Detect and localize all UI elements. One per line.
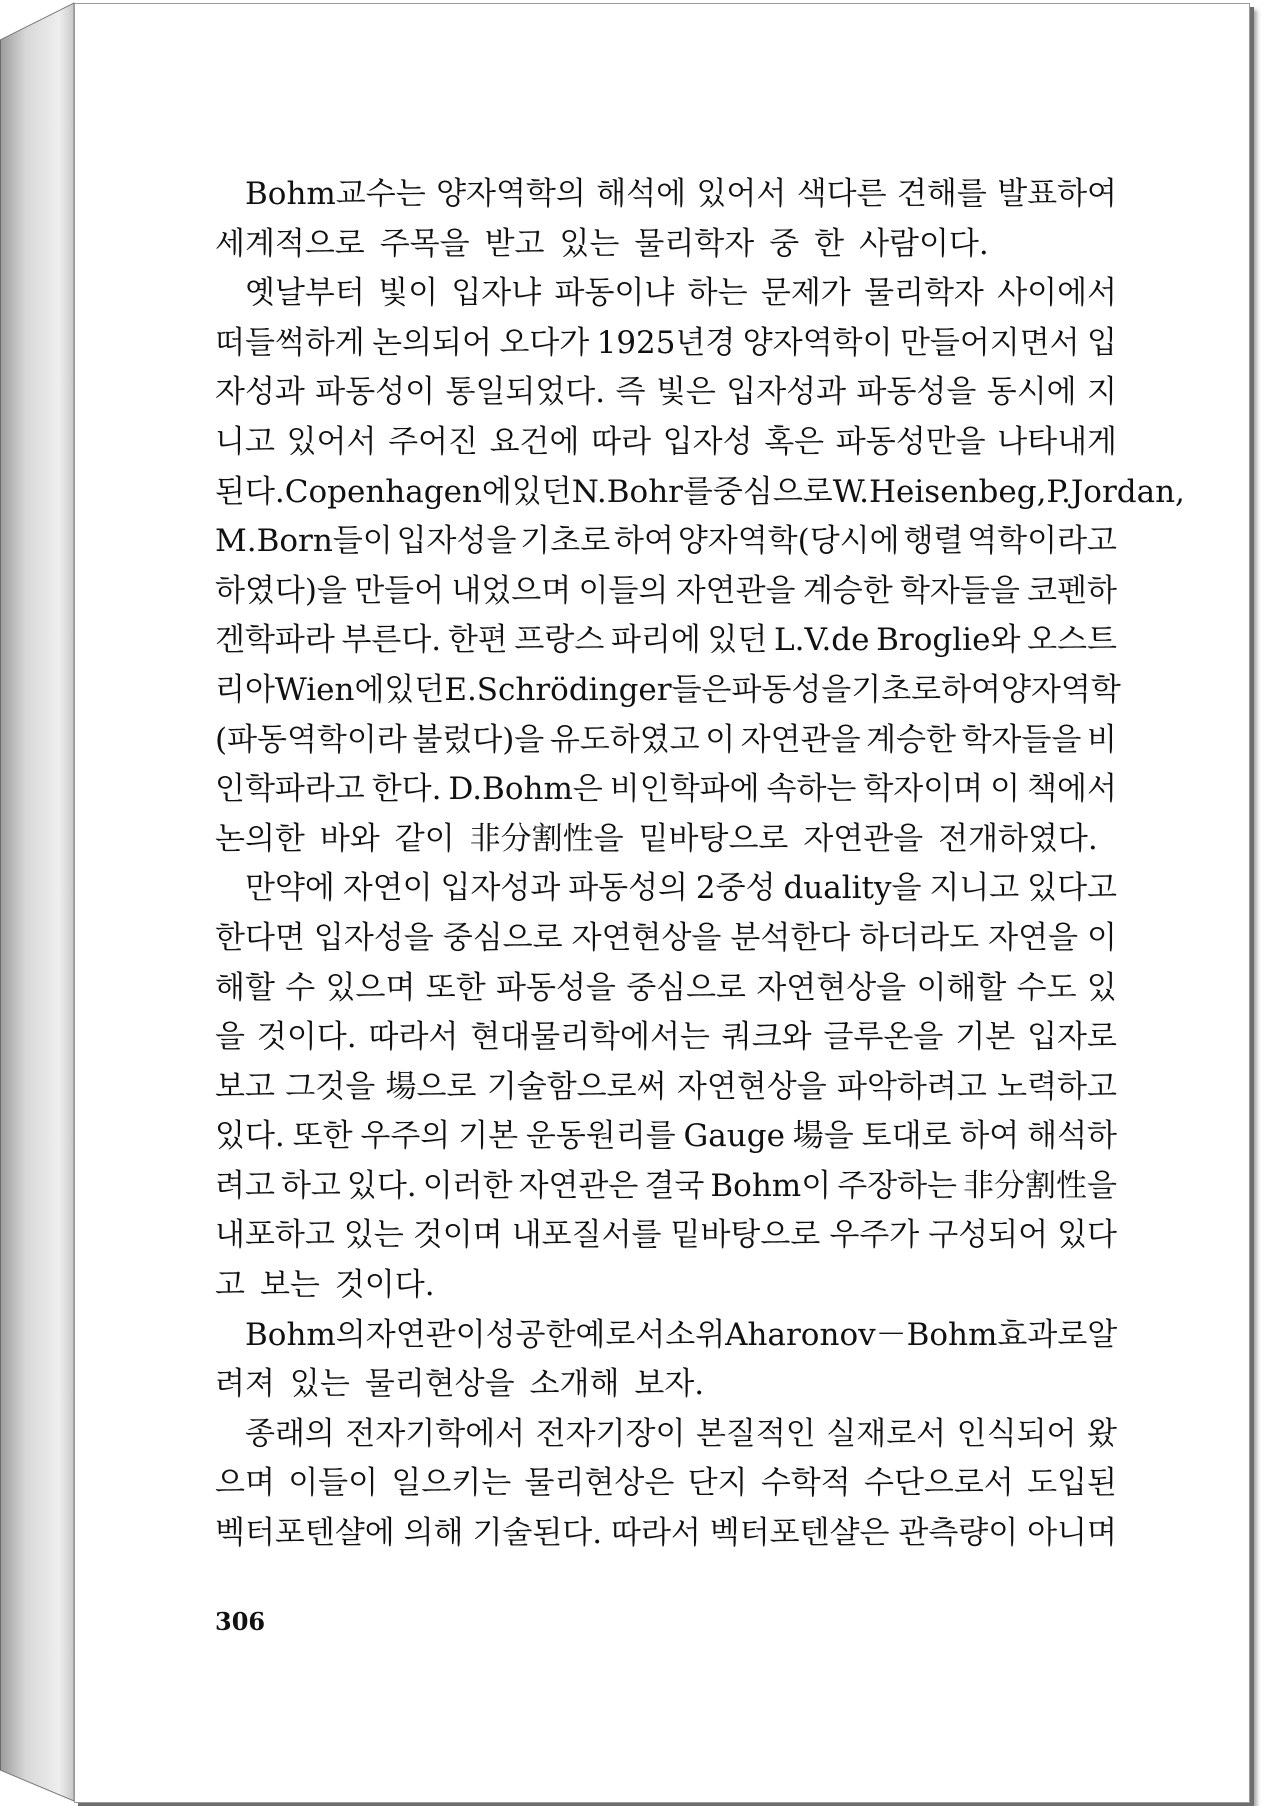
word: 非分割性을 xyxy=(963,1167,1117,1204)
word: 역학이라고 xyxy=(967,523,1117,560)
word: Bohm의 xyxy=(245,1316,366,1353)
word: 파동성을 xyxy=(731,671,852,708)
word: 불렀다)을 xyxy=(412,721,545,758)
word: 보자. xyxy=(634,1366,705,1403)
word: 파동이냐 xyxy=(554,275,675,312)
word: 있다. xyxy=(346,1167,417,1204)
body-text xyxy=(215,170,1185,1559)
word: 따라서 xyxy=(611,1515,701,1552)
word: Bohm교수는 xyxy=(245,176,426,212)
word: 전자기학에서 xyxy=(345,1415,526,1452)
word: 벡터포텐샬에 xyxy=(215,1515,395,1552)
text-line xyxy=(215,468,1185,518)
word: 만약에 xyxy=(245,870,335,907)
word: 견해를 xyxy=(896,176,987,212)
word: L.V.de xyxy=(774,622,870,659)
word: 빛이 xyxy=(378,275,439,312)
word: 입자냐 xyxy=(451,275,542,312)
text-line xyxy=(215,1459,1117,1509)
word: 보는 xyxy=(259,1267,320,1304)
word: 을 xyxy=(215,1019,245,1056)
word: 기초로 xyxy=(520,523,611,560)
word: 있다. xyxy=(215,1118,285,1155)
page-number: 306 xyxy=(215,1607,266,1636)
word: 이해할 xyxy=(916,969,1007,1006)
word: 따라 xyxy=(591,423,652,460)
text-line xyxy=(215,765,1117,815)
word: Broglie와 xyxy=(876,622,1021,659)
word: 글루온을 xyxy=(823,1019,944,1056)
word: 자연관을 xyxy=(675,572,796,609)
text-line xyxy=(215,1360,1117,1410)
word: 토대로 xyxy=(861,1118,952,1155)
word: 있 xyxy=(1086,969,1117,1006)
word: Bohm이 xyxy=(710,1167,832,1204)
word: 입자성과 xyxy=(726,374,847,411)
word: 수학적 xyxy=(760,1465,851,1502)
word: 결국 xyxy=(644,1167,705,1204)
word: 내포질서를 xyxy=(511,1217,662,1254)
word: 나타내게 xyxy=(997,423,1117,460)
word: 이 xyxy=(990,771,1021,808)
word: 책에서 xyxy=(1027,771,1117,808)
word: 그것을 xyxy=(285,1068,376,1105)
word: 만들어 xyxy=(354,572,445,609)
word: 학자들을 xyxy=(899,572,1020,609)
word: 겐학파라 xyxy=(215,622,335,659)
word: 자연관을 xyxy=(803,820,924,857)
word: 중심으로 xyxy=(442,919,563,956)
word: 수단으로서 xyxy=(864,1465,1014,1502)
word: 단지 xyxy=(687,1465,748,1502)
word: 벡터포텐샬은 xyxy=(709,1515,890,1552)
word: 입자성을 xyxy=(313,919,434,956)
text-line xyxy=(215,567,1117,617)
word: 하여 xyxy=(614,523,674,560)
word: 해석하 xyxy=(1027,1118,1117,1155)
word: 전자기장이 xyxy=(535,1415,686,1452)
text-line xyxy=(215,368,1117,418)
word: 사이에서 xyxy=(997,275,1117,312)
word: 왔 xyxy=(1087,1415,1117,1452)
word: 하였다)을 xyxy=(215,572,347,609)
word: 기초로 xyxy=(851,671,942,708)
text-line xyxy=(215,716,1117,766)
word: 세계적으로 xyxy=(215,225,365,262)
word: 하는 xyxy=(687,275,748,312)
word: 중 xyxy=(769,225,800,262)
word: 있던 xyxy=(511,473,572,510)
word: 소위 xyxy=(665,1316,726,1353)
word: 있다 xyxy=(1057,1217,1117,1254)
word: 있으며 xyxy=(325,969,416,1006)
word: 이 xyxy=(1087,919,1117,956)
word: 운동원리를 xyxy=(525,1118,676,1155)
word: 계승한 xyxy=(866,721,956,758)
word: 물리현상은 xyxy=(524,1465,675,1502)
word: 성공한 xyxy=(485,1316,576,1353)
word: 보고 xyxy=(215,1068,275,1105)
word: 非分割性을 xyxy=(469,820,624,857)
word: 자연을 xyxy=(988,919,1078,956)
word: 있어서 xyxy=(696,176,787,212)
word: 입 xyxy=(1087,324,1117,361)
word: D.Bohm은 xyxy=(448,771,603,808)
word: 자성과 xyxy=(215,374,305,411)
word: 파동성만을 xyxy=(835,423,986,460)
word: 부른다. xyxy=(341,622,442,659)
word: 파동성을 xyxy=(496,969,616,1006)
word: 기술된다. xyxy=(472,1515,603,1552)
word: 리아 xyxy=(215,671,275,708)
word: 알 xyxy=(1087,1316,1118,1353)
word: 요건에 xyxy=(489,423,580,460)
word: 파리에 xyxy=(610,622,701,659)
word: P.Jordan, xyxy=(1046,473,1185,510)
word: 있는 xyxy=(289,1366,350,1403)
word: 예로서 xyxy=(575,1316,666,1353)
word: 한다면 xyxy=(215,919,305,956)
word: 자연현상을 xyxy=(676,1068,827,1105)
word: 전개하였다. xyxy=(938,820,1098,857)
word: 아니며 xyxy=(1027,1515,1117,1552)
word: 하여 xyxy=(941,671,1002,708)
word: 기술함으로써 xyxy=(486,1068,667,1105)
word: 고 xyxy=(215,1267,245,1304)
text-line xyxy=(215,914,1117,964)
word: 쿼크와 xyxy=(721,1019,812,1056)
word: 자연관은 xyxy=(518,1167,639,1204)
text-line xyxy=(215,1410,1117,1460)
word: 본질적인 xyxy=(695,1415,816,1452)
word: 속하는 xyxy=(766,771,857,808)
word: 문제가 xyxy=(760,275,851,312)
text-line xyxy=(215,170,1117,220)
word: 이 xyxy=(705,721,736,758)
word: 분석한다 xyxy=(730,919,851,956)
word: 떠들썩하게 xyxy=(215,324,365,361)
word: 니고 xyxy=(215,423,275,460)
word: 소개해 xyxy=(529,1366,620,1403)
text-line xyxy=(215,418,1117,468)
word: 관측량이 xyxy=(898,1515,1019,1552)
word: 있다고 xyxy=(1027,870,1117,907)
text-line xyxy=(215,1211,1117,1261)
word: 場으로 xyxy=(385,1068,477,1105)
word: 물리학자 xyxy=(864,275,984,312)
word: 중심으로 xyxy=(626,969,746,1006)
text-line xyxy=(215,319,1117,369)
word: 양자역학이 xyxy=(742,324,893,361)
word: 자연현상을 xyxy=(756,969,907,1006)
word: 있는 xyxy=(343,1217,404,1254)
text-line xyxy=(215,1162,1117,1212)
word: 자연이 xyxy=(342,870,433,907)
word: 파동성이 xyxy=(315,374,436,411)
word: 하여 xyxy=(959,1118,1020,1155)
word: 파동성의 xyxy=(568,870,688,907)
word: 물리학자 xyxy=(634,225,755,262)
word: 코펜하 xyxy=(1027,572,1117,609)
word: 양자역학 xyxy=(1001,671,1121,708)
word: (파동역학이라 xyxy=(215,721,407,758)
text-line xyxy=(215,616,1117,666)
word: 있던 xyxy=(384,671,445,708)
word: 밑바탕으로 xyxy=(670,1217,821,1254)
word: 받고 xyxy=(484,225,545,262)
word: 주목을 xyxy=(379,225,470,262)
text-line xyxy=(215,864,1117,914)
text-line xyxy=(215,666,1121,716)
word: 색다른 xyxy=(796,176,887,212)
word: 한 xyxy=(814,225,845,262)
word: 프랑스 xyxy=(514,622,605,659)
text-line xyxy=(215,815,1117,865)
text-line xyxy=(215,1509,1117,1559)
word: 내었으며 xyxy=(451,572,572,609)
word: Copenhagen에 xyxy=(284,473,512,510)
word: M.Born들이 xyxy=(215,523,393,560)
text-line xyxy=(215,269,1117,319)
word: 또한 xyxy=(292,1118,353,1155)
word: 하더라도 xyxy=(859,919,980,956)
word: 실재로서 xyxy=(826,1415,947,1452)
text-line xyxy=(215,1311,1117,1361)
word: 오스트 xyxy=(1027,622,1117,659)
word: Wien에 xyxy=(274,671,385,708)
word: 기본 xyxy=(458,1118,519,1155)
word: 밑바탕으로 xyxy=(638,820,789,857)
word: 수 xyxy=(285,969,316,1006)
word: 해석에 xyxy=(596,176,687,212)
word: E.Schrödinger들은 xyxy=(444,671,732,708)
word: 인학파라고 xyxy=(215,771,365,808)
word: 또한 xyxy=(425,969,486,1006)
word: 즉 xyxy=(615,374,646,411)
word: 한편 xyxy=(447,622,508,659)
word: 이들의 xyxy=(578,572,669,609)
word: 학자이며 xyxy=(863,771,984,808)
word: 주장하는 xyxy=(837,1167,957,1204)
word: 이들이 xyxy=(288,1465,379,1502)
word: 일으키는 xyxy=(391,1465,512,1502)
word: 수도 xyxy=(1016,969,1077,1006)
word: 현대물리학에서는 xyxy=(470,1019,710,1056)
text-line xyxy=(215,964,1117,1014)
text-line xyxy=(215,1261,1117,1311)
word: 따라서 xyxy=(368,1019,459,1056)
word: 것이며 xyxy=(412,1217,503,1254)
word: 바와 xyxy=(319,820,380,857)
word: 혹은 xyxy=(764,423,825,460)
word: 비 xyxy=(1086,721,1117,758)
word: 유도하였고 xyxy=(549,721,700,758)
word: 물리현상을 xyxy=(364,1366,515,1403)
word: 사람이다. xyxy=(859,225,989,262)
text-line xyxy=(215,1013,1117,1063)
word: 이러한 xyxy=(422,1167,513,1204)
word: 려고 xyxy=(215,1167,275,1204)
word: 도입된 xyxy=(1027,1465,1117,1502)
word: 같이 xyxy=(394,820,455,857)
word: 효과로 xyxy=(997,1316,1088,1353)
word: Aharonov－Bohm xyxy=(725,1316,998,1353)
word: 비인학파에 xyxy=(609,771,760,808)
word: 구성되어 xyxy=(928,1217,1049,1254)
word: 의해 xyxy=(403,1515,464,1552)
word: 것이다. xyxy=(256,1019,357,1056)
word: 場을 xyxy=(792,1118,854,1155)
text-line xyxy=(215,1063,1117,1113)
word: 논의되어 xyxy=(372,324,492,361)
word: 인식되어 xyxy=(956,1415,1077,1452)
word: 기본 xyxy=(955,1019,1016,1056)
word: 입자성과 xyxy=(440,870,561,907)
word: 있는 xyxy=(559,225,620,262)
word: 있어서 xyxy=(286,423,377,460)
word: 우주의 xyxy=(360,1118,451,1155)
word: 계승한 xyxy=(802,572,893,609)
word: 통일되었다. xyxy=(445,374,606,411)
word: 노력하고 xyxy=(997,1068,1117,1105)
word: 논의한 xyxy=(215,820,305,857)
word: 지 xyxy=(1087,374,1117,411)
word: 입자성을 xyxy=(396,523,517,560)
word: 만들어지면서 xyxy=(899,324,1080,361)
word: 종래의 xyxy=(245,1415,335,1452)
text-line xyxy=(215,517,1117,567)
word: 있던 xyxy=(707,622,768,659)
word: 것이다. xyxy=(334,1267,435,1304)
word: 학자들을 xyxy=(961,721,1082,758)
word: 자연관이 xyxy=(365,1316,486,1353)
word: 양자역학의 xyxy=(436,176,586,212)
word: 해할 xyxy=(215,969,275,1006)
word: 된다. xyxy=(215,473,285,510)
word: 한다. xyxy=(371,771,442,808)
word: 파악하려고 xyxy=(837,1068,987,1105)
word: duality을 xyxy=(783,870,922,907)
book-spine-side xyxy=(0,0,80,1806)
word: Gauge xyxy=(683,1118,785,1155)
word: 빛은 xyxy=(655,374,716,411)
word: 하고 xyxy=(280,1167,341,1204)
word: 발표하여 xyxy=(997,176,1117,212)
word: 동시에 xyxy=(986,374,1077,411)
word: 주어진 xyxy=(388,423,478,460)
word: 으며 xyxy=(215,1465,275,1502)
word: 2중성 xyxy=(695,870,776,907)
word: N.Bohr를 xyxy=(571,473,713,510)
text-line xyxy=(215,1112,1117,1162)
word: 1925년경 xyxy=(596,324,736,361)
word: 자연현상을 xyxy=(571,919,722,956)
word: 자연관을 xyxy=(740,721,861,758)
word: 우주가 xyxy=(829,1217,920,1254)
word: 행렬 xyxy=(903,523,964,560)
word: 내포하고 xyxy=(215,1217,335,1254)
word: 옛날부터 xyxy=(245,275,365,312)
word: W.Heisenbeg, xyxy=(832,473,1047,510)
word: 파동성을 xyxy=(856,374,977,411)
word: 중심으로 xyxy=(712,473,833,510)
word: 입자성 xyxy=(662,423,753,460)
word: 양자역학(당시에 xyxy=(677,523,900,560)
word: 려져 xyxy=(215,1366,275,1403)
word: 오다가 xyxy=(499,324,590,361)
word: 지니고 xyxy=(929,870,1020,907)
word: 입자로 xyxy=(1027,1019,1117,1056)
text-line xyxy=(215,220,1117,270)
